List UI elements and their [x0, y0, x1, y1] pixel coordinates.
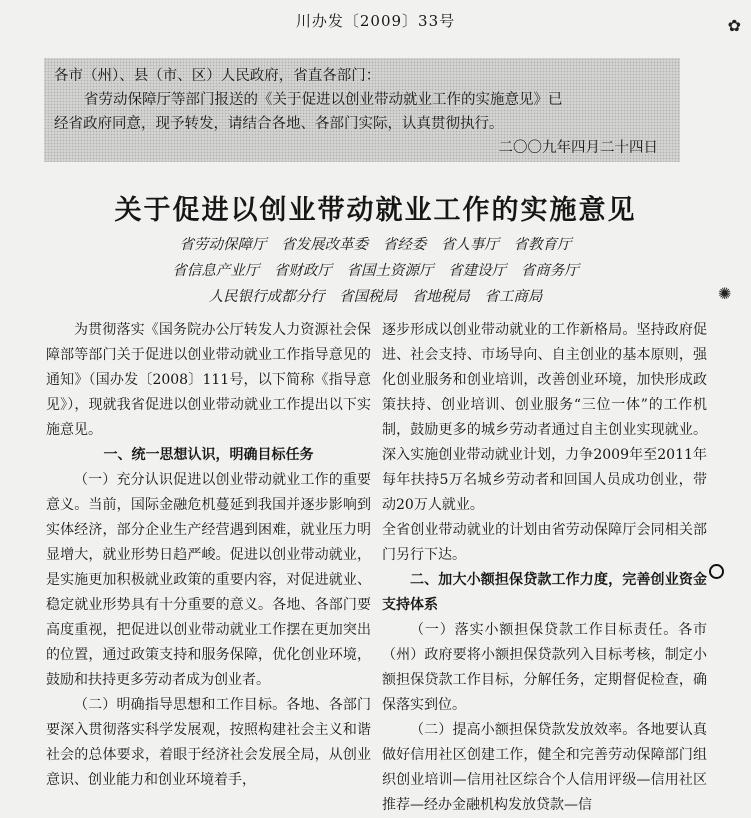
body-paragraph: （一）充分认识促进以创业带动就业工作的重要意义。当前，国际金融危机蔓延到我国并逐步影响到实体经济，部分企业生产经营遇到困难，就业压力明显增大，就业形势日趋严峻。促进以创业带动就业，是实施更加积极就业政策的重要内容，对促进就业、稳定就业形势具有十分重要的意义。各地、各部门要高度重视，把促进以创业带动就业工作摆在更加突出的位置，通过政策支持和服务保障，优化创业环境，鼓励和扶持更多劳动者成为创业者。	[46, 472, 371, 688]
issuing-departments	[0, 232, 751, 310]
issuer-line: 省信息产业厅 省财政厅 省国土资源厅 省建设厅 省商务厅	[172, 263, 579, 279]
body-paragraph: （二）明确指导思想和工作目标。各地、各部门要深入贯彻落实科学发展观，按照构建社会主义和谐社会的总体要求，着眼于经济社会发展全局，从创业意识、创业能力和创业环境着手，	[46, 697, 371, 788]
issuer-line: 人民银行成都分行 省国税局 省地税局 省工商局	[208, 289, 543, 305]
flower-ornament-icon: ✿	[727, 16, 741, 35]
body-paragraph: （二）提高小额担保贷款发放效率。各地要认真做好信用社区创建工作，健全和完善劳动保障部门组织创业培训—信用社区综合个人信用评级—信用社区推荐—经办金融机构发放贷款—信	[382, 722, 707, 813]
body-paragraph: （一）落实小额担保贷款工作目标责任。各市（州）政府要将小额担保贷款列入目标考核，制定小额担保贷款工作目标，分解任务，定期督促检查，确保落实到位。	[382, 622, 707, 713]
section-heading: 二、加大小额担保贷款工作力度，完善创业资金支持体系	[382, 572, 707, 613]
notice-address: 各市（州）、县（市、区）人民政府，省直各部门：	[54, 68, 381, 84]
body-paragraph: 为贯彻落实《国务院办公厅转发人力资源社会保障部等部门关于促进以创业带动就业工作指导意见的通知》（国办发〔2008〕111号，以下简称《指导意见》），现就我省促进以创业带动就业工作提出以下实施意见。	[46, 322, 371, 438]
gear-ornament-icon: ✺	[718, 284, 732, 303]
section-heading: 一、统一思想认识，明确目标任务	[103, 447, 314, 463]
right-column	[382, 318, 707, 818]
notice-body-line-1: 省劳动保障厅等部门报送的《关于促进以创业带动就业工作的实施意见》已	[84, 92, 563, 108]
forwarding-notice	[44, 58, 680, 162]
issuer-line: 省劳动保障厅 省发展改革委 省经委 省人事厅 省教育厅	[179, 237, 572, 253]
binding-hole-icon	[709, 564, 724, 579]
body-paragraph: 逐步形成以创业带动就业的工作新格局。坚持政府促进、社会支持、市场导向、自主创业的基本原则，强化创业服务和创业培训，改善创业环境，加快形成政策扶持、创业培训、创业服务“三位一体”的工作机制，鼓励更多的城乡劳动者通过自主创业实现就业。深入实施创业带动就业计划，力争2009年至2011年每年扶持5万名城乡劳动者和回国人员成功创业，带动20万人就业。	[382, 322, 707, 513]
body-paragraph: 全省创业带动就业的计划由省劳动保障厅会同相关部门另行下达。	[382, 522, 707, 563]
left-column	[46, 318, 371, 793]
document-title: 关于促进以创业带动就业工作的实施意见	[114, 195, 637, 226]
document-number: 川办发〔2009〕33号	[295, 12, 456, 30]
notice-body-line-2: 经省政府同意，现予转发，请结合各地、各部门实际，认真贯彻执行。	[54, 116, 504, 132]
notice-date: 二〇〇九年四月二十四日	[498, 140, 658, 156]
